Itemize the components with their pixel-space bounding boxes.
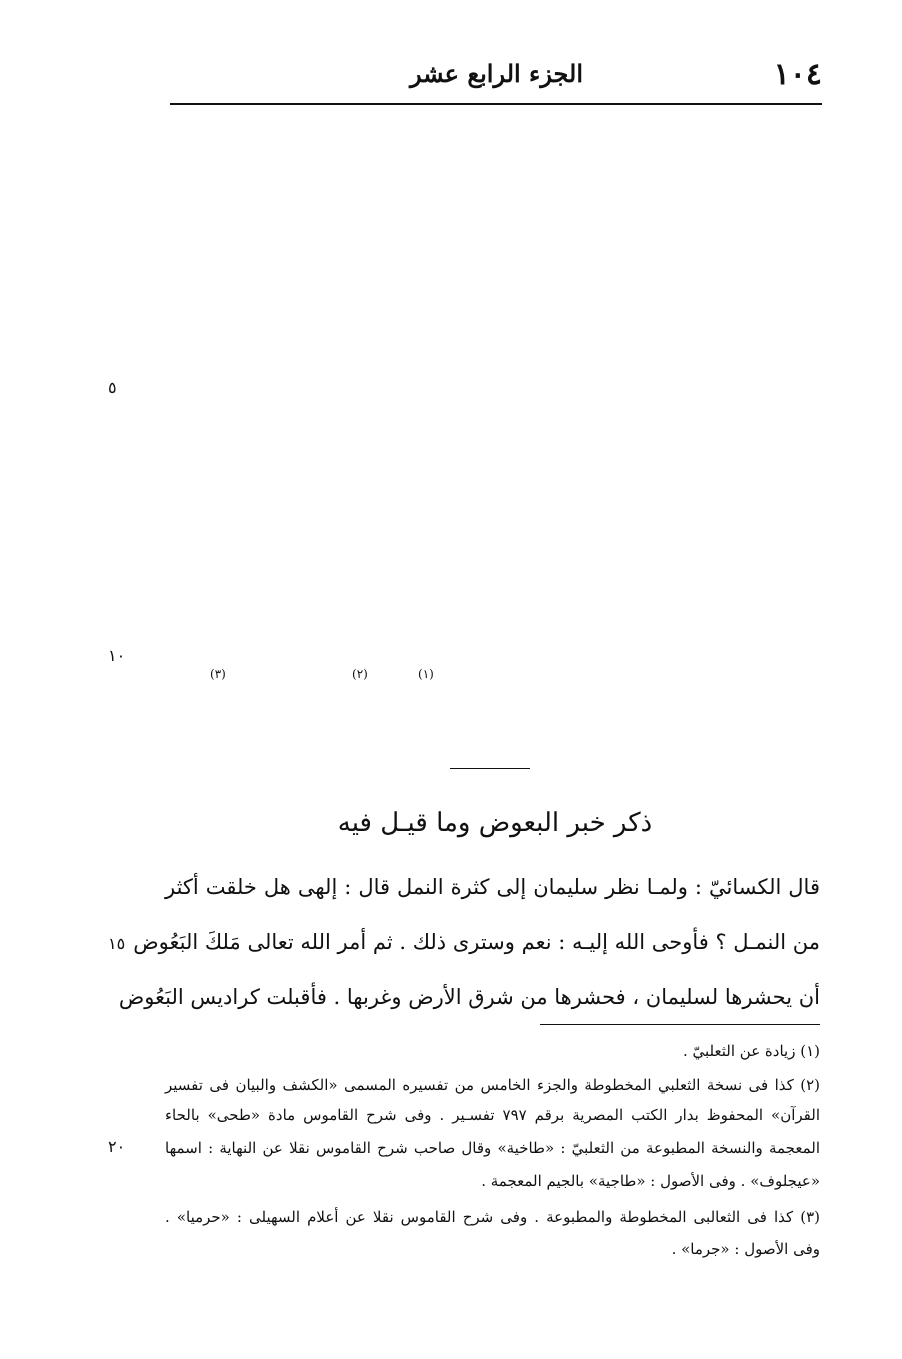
footnote-marker: (١): [418, 667, 434, 681]
footnote: القرآن» المحفوظ بدار الكتب المصرية برقم ٧٩٧ تفسـير . وفى شرح القاموس مادة «طحى» بالحاء: [165, 1106, 820, 1124]
page-number: ١٠٤: [773, 57, 822, 92]
section-divider: [450, 768, 530, 769]
page-header: [170, 55, 822, 105]
section-line: قال الكسائيّ : ولمـا نظر سليمان إلى كثرة النمل قال : إلهى هل خلقت أكثر: [165, 875, 820, 899]
footnote: (٢) كذا فى نسخة الثعلبي المخطوطة والجزء الخامس من تفسيره المسمى «الكشف والبيان فى تفسير: [165, 1076, 820, 1094]
line-number: ١٠: [108, 646, 126, 665]
running-title: الجزء الرابع عشر: [410, 59, 584, 88]
footnote: المعجمة والنسخة المطبوعة من الثعلبيّ : «طاخية» وقال صاحب شرح القاموس نقلا عن النهاية : اسمها: [165, 1139, 820, 1157]
line-number: ١٥: [108, 934, 126, 953]
section-heading: ذكر خبر البعوض وما قيـل فيه: [337, 808, 653, 838]
section-line: أن يحشرها لسليمان ، فحشرها من شرق الأرض وغربها . فأقبلت كراديس البَعُوض: [118, 985, 820, 1009]
footnote-marker: (٣): [210, 667, 226, 681]
footnote: (٣) كذا فى الثعالبى المخطوطة والمطبوعة . وفى شرح القاموس نقلا عن أعلام السهيلى : «حرميا» .: [165, 1208, 820, 1226]
footnote-marker: (٢): [352, 667, 368, 681]
header-rule: [170, 103, 822, 105]
section-line: من النمـل ؟ فأوحى الله إليـه : نعم وسترى ذلك . ثم أمر الله تعالى مَلكَ البَعُوض: [133, 930, 820, 954]
footnote: وفى الأصول : «جرما» .: [671, 1240, 820, 1258]
line-number: ٢٠: [108, 1137, 126, 1156]
footnote: «عيجلوف» . وفى الأصول : «طاجية» بالجيم المعجمة .: [481, 1172, 820, 1190]
footnote-rule: [540, 1024, 820, 1025]
footnote: (١) زيادة عن الثعلبيّ .: [682, 1042, 820, 1060]
line-number: ٥: [108, 378, 117, 397]
